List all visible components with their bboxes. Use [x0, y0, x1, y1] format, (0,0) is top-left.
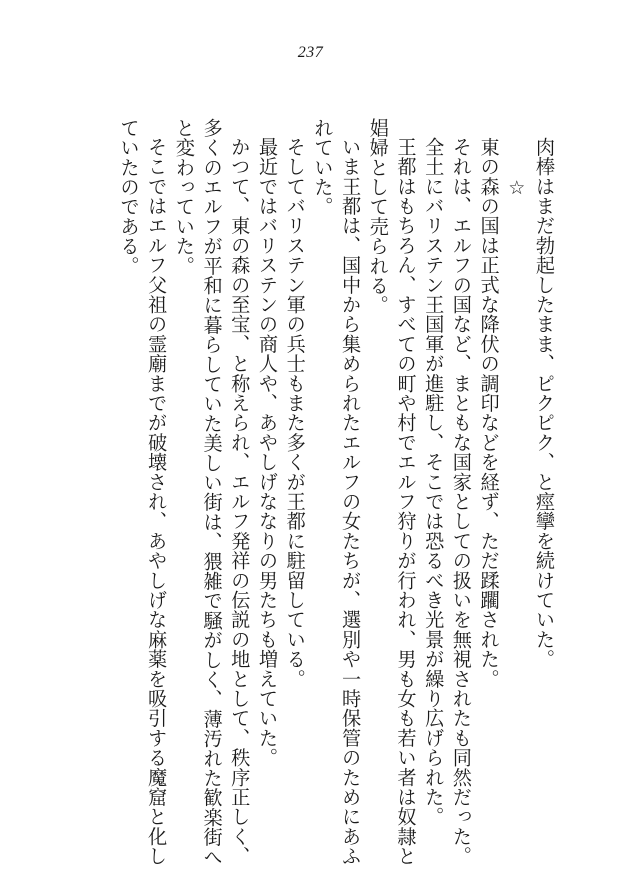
text-line-8: れていた。: [311, 118, 335, 217]
text-line-14: そこではエルフ父祖の霊廟までが破壊され、あやしげな麻薬を吸引する魔窟と化し: [145, 137, 169, 867]
text-line-4: 全土にバリステン王国軍が進駐し、そこでは恐るべき光景が繰り広げられた。: [422, 137, 446, 827]
body-text: [115, 118, 558, 867]
text-line-5: 王都はもちろん、すべての町や村でエルフ狩りが行われ、男も女も若い者は奴隷と: [394, 137, 418, 867]
text-line-1: 肉棒はまだ勃起したまま、ピクピク、と痙攣を続けていた。: [533, 137, 556, 670]
text-line-3: それは、エルフの国など、まともな国家としての扱いを無視されたも同然だった。: [449, 137, 473, 867]
text-line-6: 娼婦として売られる。: [366, 118, 390, 315]
text-line-2: 東の森の国は正式な降伏の調印などを経ず、ただ蹂躙された。: [477, 137, 501, 689]
text-line-9: そしてバリステン軍の兵士もまた多くが王都に駐留している。: [283, 137, 307, 689]
text-line-12: 多くのエルフが平和に暮らしていた美しい街は、猥雑で騒がしく、薄汚れた歓楽街へ: [200, 118, 224, 867]
page-number: 237: [297, 44, 324, 61]
text-line-15: ていたのである。: [117, 118, 141, 276]
text-line-7: いま王都は、国中から集められたエルフの女たちが、選別や一時保管のためにあふ: [339, 137, 363, 867]
text-line-11: かつて、東の森の至宝、と称えられ、エルフ発祥の伝説の地として、秩序正しく、: [228, 137, 252, 867]
text-line-10: 最近ではバリステンの商人や、あやしげななりの男たちも増えていた。: [255, 137, 279, 768]
text-line-13: と変わっていた。: [172, 118, 196, 276]
scene-break-star: ☆: [505, 175, 529, 200]
